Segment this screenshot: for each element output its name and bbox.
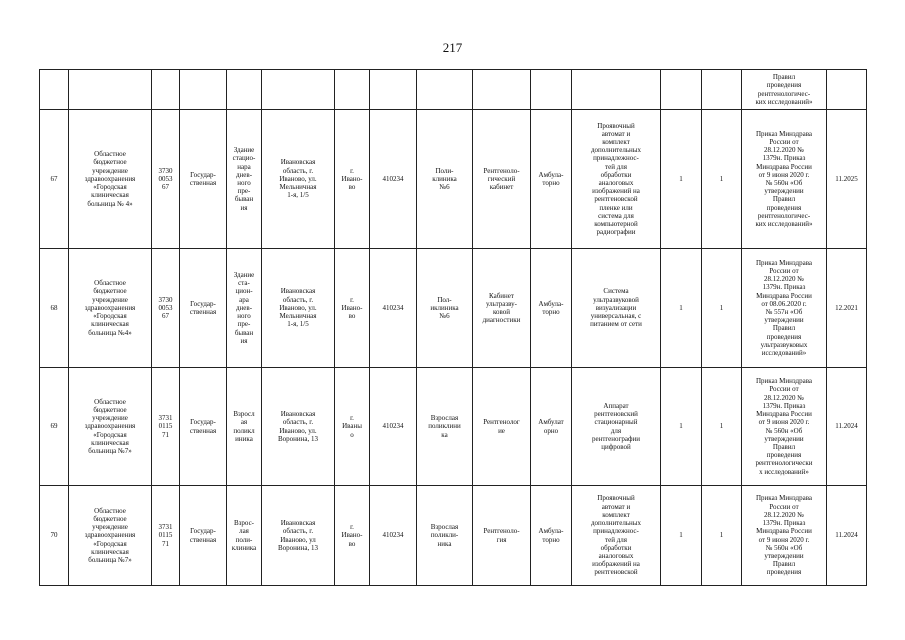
cell-code: 3731 0115 71 — [152, 486, 180, 586]
cell-building: Взрос- лая поли- клиника — [227, 486, 262, 586]
cell-equipment: Проявочный автомат и комплект дополнительных принадлежнос- тей для обработки аналоговых изображений на рентгеновской пленке или система для компьютерной радиографии — [572, 110, 661, 249]
cell-care — [531, 70, 572, 110]
cell-date: 11.2024 — [827, 486, 867, 586]
cell-ownership: Государ- ственная — [180, 249, 227, 368]
cell-building: Здание стацио- нара днев- ного пре- быван ия — [227, 110, 262, 249]
cell-city: г. Ивано- во — [335, 249, 370, 368]
cell-unit: Взрослая поликли- ника — [417, 486, 473, 586]
cell-city — [335, 70, 370, 110]
cell-equipment: Аппарат рентгеновский стационарный для рентгенографии цифровой — [572, 368, 661, 486]
cell-unit — [417, 70, 473, 110]
cell-city: г. Ивано- во — [335, 110, 370, 249]
cell-org — [69, 70, 152, 110]
cell-unit: Поли- клиника №6 — [417, 110, 473, 249]
cell-code: 3730 0053 67 — [152, 249, 180, 368]
cell-no: 70 — [40, 486, 69, 586]
page-number: 217 — [442, 40, 463, 55]
cell-ownership — [180, 70, 227, 110]
cell-org: Областное бюджетное учреждение здравоохранения «Городская клиническая больница № 4» — [69, 110, 152, 249]
cell-q2 — [702, 70, 742, 110]
cell-unit: Пол- иклиника №6 — [417, 249, 473, 368]
table-row — [40, 249, 867, 368]
cell-index: 410234 — [370, 249, 417, 368]
cell-index: 410234 — [370, 368, 417, 486]
cell-address: Ивановская область, г. Иваново, ул Воронина, 13 — [262, 486, 335, 586]
cell-address: Ивановская область, г. Иваново, ул. Мельничная 1-я, 1/5 — [262, 249, 335, 368]
cell-equipment — [572, 70, 661, 110]
cell-unit: Взрослая поликлини ка — [417, 368, 473, 486]
cell-room: Рентгенолог ие — [473, 368, 531, 486]
cell-care: Амбулат орно — [531, 368, 572, 486]
cell-date: 11.2025 — [827, 110, 867, 249]
cell-q1: 1 — [661, 368, 702, 486]
cell-building: Здание ста- цион- ара днев- ного пре- быван ия — [227, 249, 262, 368]
cell-ownership: Государ- ственная — [180, 110, 227, 249]
cell-org: Областное бюджетное учреждение здравоохранения «Городская клиническая больница №7» — [69, 486, 152, 586]
cell-care: Амбула- торно — [531, 249, 572, 368]
cell-index: 410234 — [370, 486, 417, 586]
cell-code: 3730 0053 67 — [152, 110, 180, 249]
cell-ownership: Государ- ственная — [180, 368, 227, 486]
cell-q1: 1 — [661, 249, 702, 368]
cell-address: Ивановская область, г. Иваново, ул. Мельничная 1-я, 1/5 — [262, 110, 335, 249]
cell-address — [262, 70, 335, 110]
cell-city: г. Иваны о — [335, 368, 370, 486]
cell-code: 3731 0115 71 — [152, 368, 180, 486]
cell-no: 69 — [40, 368, 69, 486]
table-row — [40, 110, 867, 249]
cell-q2: 1 — [702, 486, 742, 586]
cell-index — [370, 70, 417, 110]
cell-index: 410234 — [370, 110, 417, 249]
cell-code — [152, 70, 180, 110]
cell-order: Приказ Минздрава России от 28.12.2020 № 1379н. Приказ Минздрава России от 9 июня 2020 г. № 560н «Об утверждении Правил проведения рентгенологичес- ких исследований» — [742, 110, 827, 249]
cell-room: Рентгеноло- гия — [473, 486, 531, 586]
table-row — [40, 368, 867, 486]
table-row — [40, 486, 867, 586]
cell-care: Амбула- торно — [531, 110, 572, 249]
cell-q2: 1 — [702, 110, 742, 249]
cell-q2: 1 — [702, 249, 742, 368]
cell-care: Амбула- торно — [531, 486, 572, 586]
cell-building: Взросл ая поликл иника — [227, 368, 262, 486]
cell-org: Областное бюджетное учреждение здравоохранения «Городская клиническая больница №4» — [69, 249, 152, 368]
cell-order: Приказ Минздрава России от 28.12.2020 № 1379н. Приказ Минздрава России от 9 июня 2020 г. № 560н «Об утверждении Правил проведения рентгенологически х исследований» — [742, 368, 827, 486]
cell-city: г. Ивано- во — [335, 486, 370, 586]
cell-q2: 1 — [702, 368, 742, 486]
cell-equipment: Система ультразвуковой визуализации универсальная, с питанием от сети — [572, 249, 661, 368]
cell-q1 — [661, 70, 702, 110]
cell-room — [473, 70, 531, 110]
cell-order: Приказ Минздрава России от 28.12.2020 № 1379н. Приказ Минздрава России от 08.06.2020 г. № 557н «Об утверждении Правил проведения ультразвуковых исследований» — [742, 249, 827, 368]
cell-no: 67 — [40, 110, 69, 249]
cell-no: 68 — [40, 249, 69, 368]
cell-room: Кабинет ультразву- ковой диагностики — [473, 249, 531, 368]
cell-address: Ивановская область, г. Иваново, ул. Воронина, 13 — [262, 368, 335, 486]
cell-date: 11.2024 — [827, 368, 867, 486]
cell-ownership: Государ- ственная — [180, 486, 227, 586]
cell-order: Приказ Минздрава России от 28.12.2020 № 1379н. Приказ Минздрава России от 9 июня 2020 г. № 560н «Об утверждении Правил проведения — [742, 486, 827, 586]
cell-order: Правил проведения рентгенологичес- ких исследований» — [742, 70, 827, 110]
cell-date — [827, 70, 867, 110]
cell-q1: 1 — [661, 110, 702, 249]
table-row-continued — [40, 70, 867, 110]
cell-date: 12.2021 — [827, 249, 867, 368]
cell-org: Областное бюджетное учреждение здравоохранения «Городская клиническая больница №7» — [69, 368, 152, 486]
cell-building — [227, 70, 262, 110]
cell-equipment: Проявочный автомат и комплект дополнительных принадлежнос- тей для обработки аналоговых изображений на рентгеновской — [572, 486, 661, 586]
equipment-registry-table — [39, 69, 867, 586]
cell-q1: 1 — [661, 486, 702, 586]
cell-room: Рентгеноло- гический кабинет — [473, 110, 531, 249]
cell-no — [40, 70, 69, 110]
